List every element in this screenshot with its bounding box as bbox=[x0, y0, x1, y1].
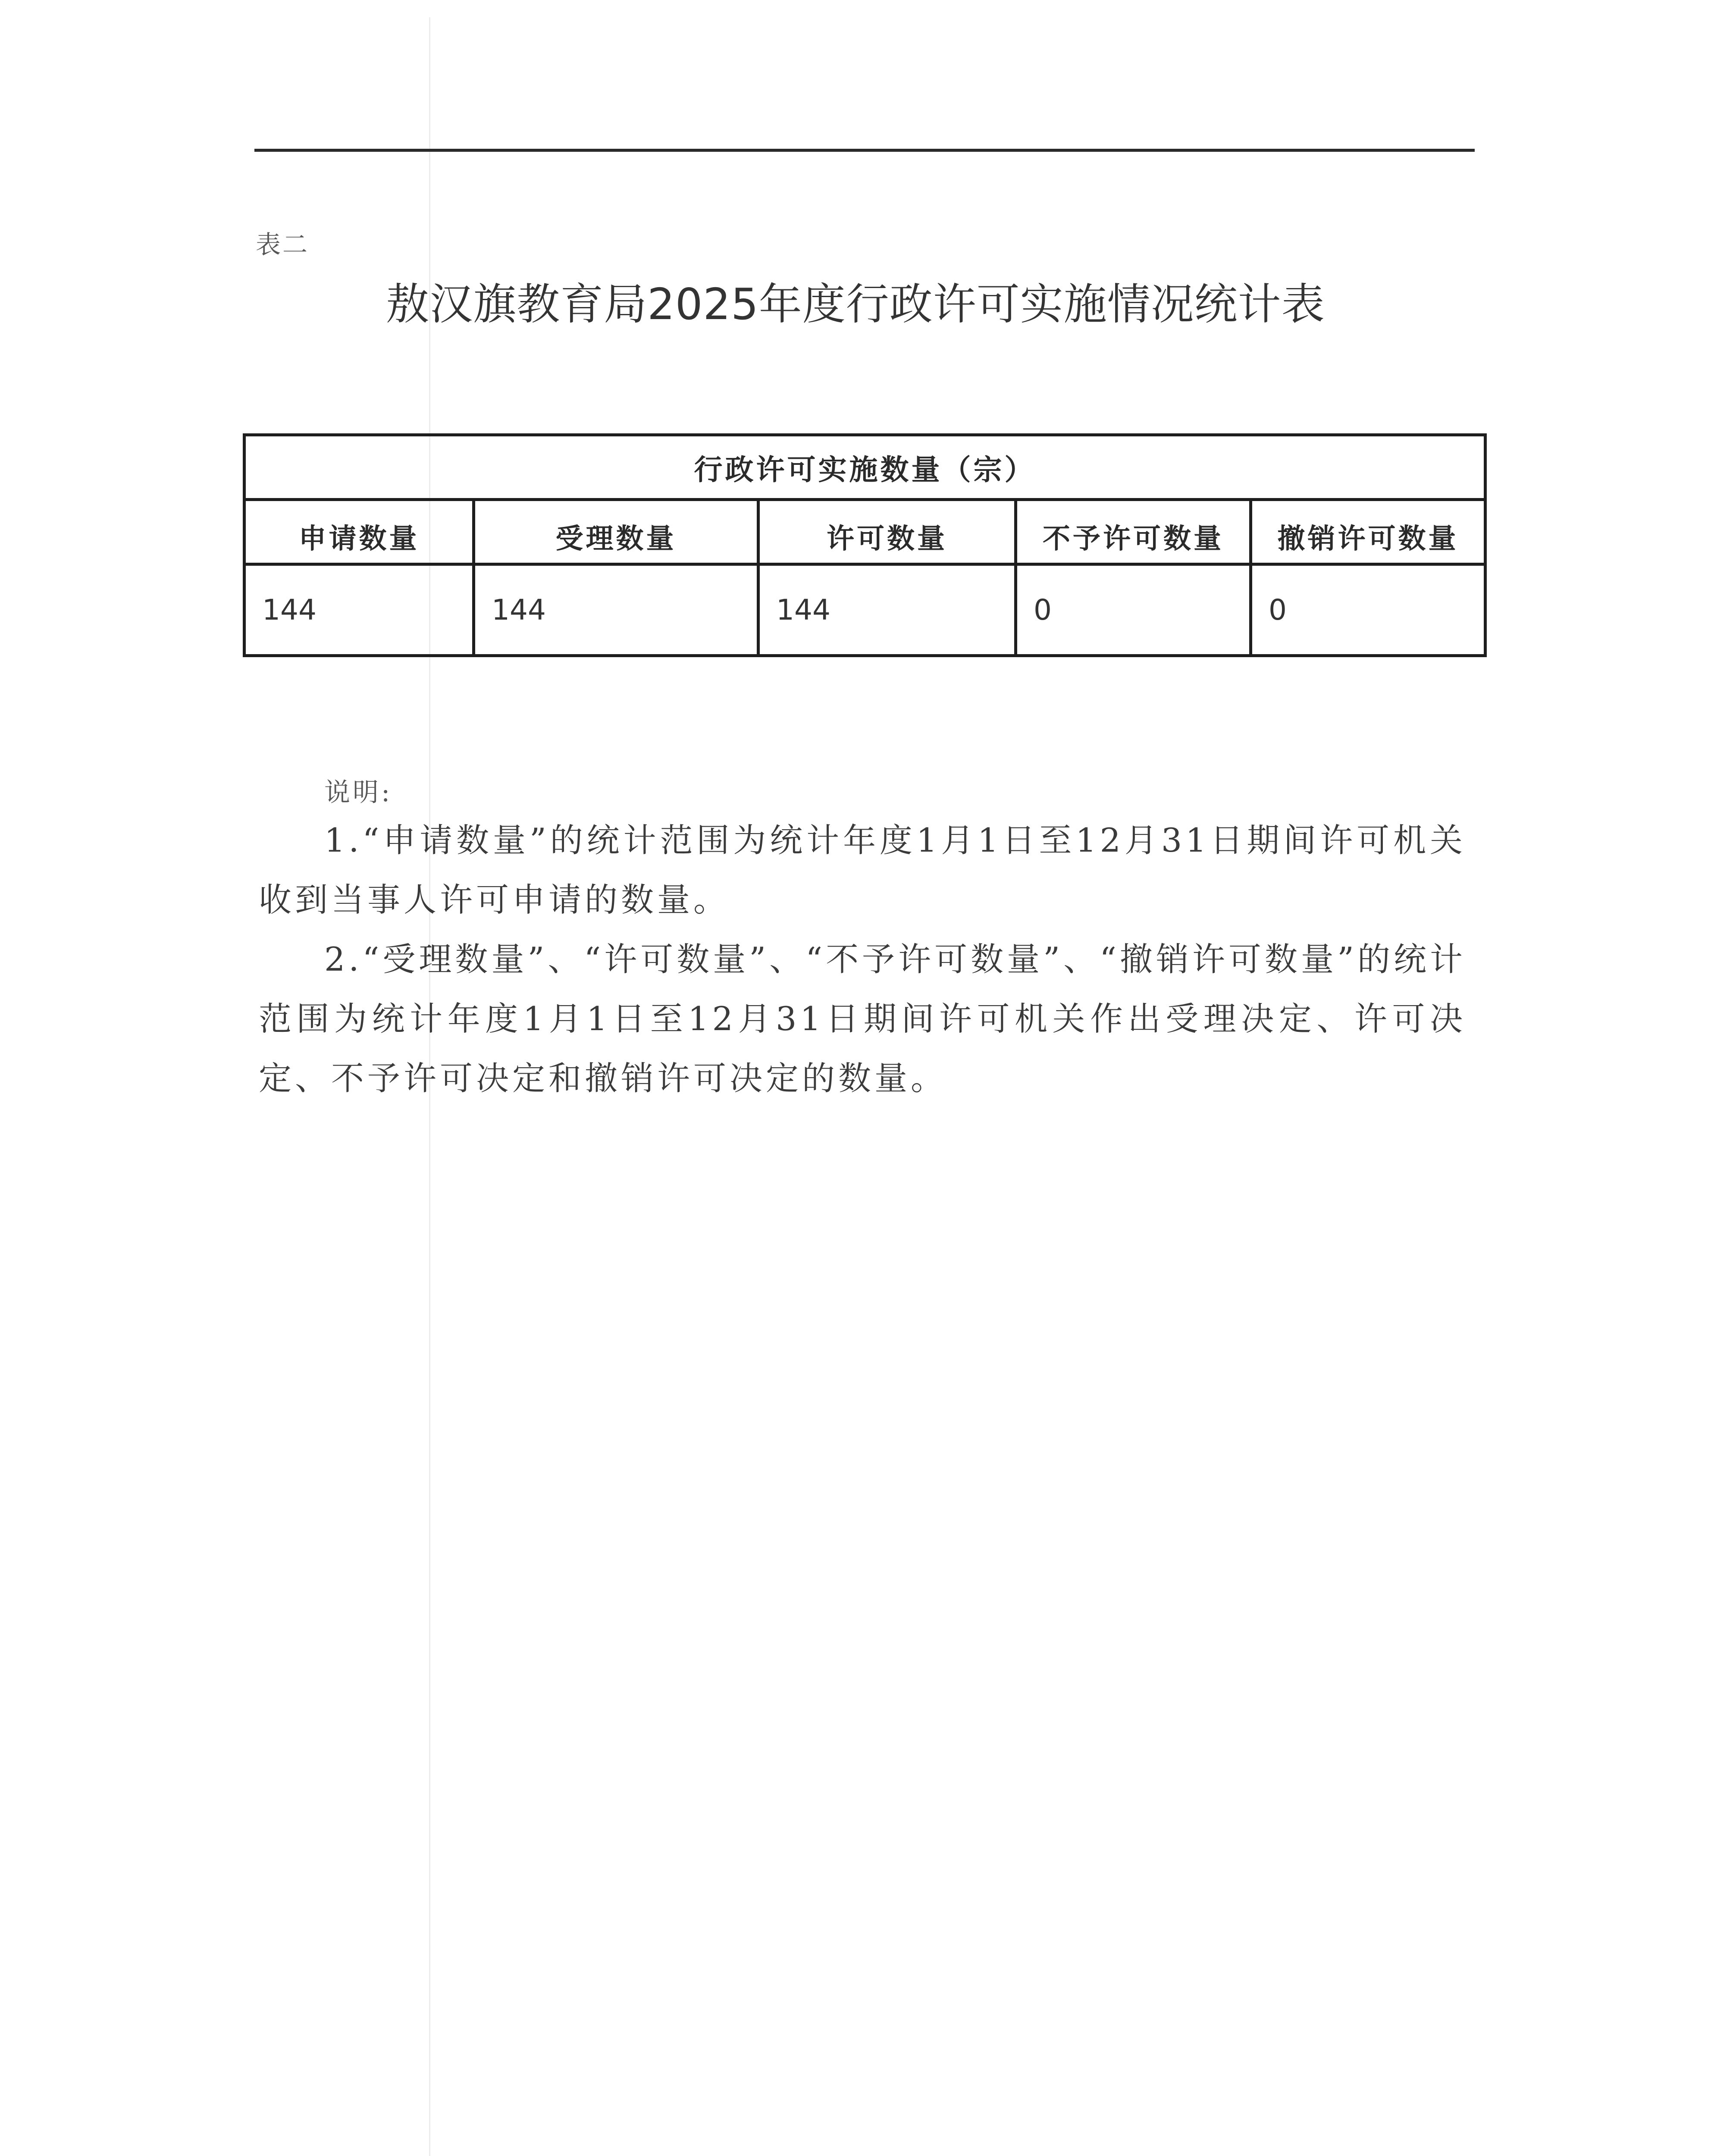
note-item-2: 2.“受理数量”、“许可数量”、“不予许可数量”、“撤销许可数量”的统计范围为统计年度1月1日至12月31日期间许可机关作出受理决定、许可决定、不予许可决定和撤销许可决定的数量。 bbox=[259, 940, 1466, 1097]
column-header-applications: 申请数量 bbox=[246, 501, 475, 563]
header-rule bbox=[254, 149, 1475, 152]
value-accepted: 144 bbox=[475, 566, 760, 654]
value-refused: 0 bbox=[1017, 566, 1252, 654]
document-title: 敖汉旗教育局2025年度行政许可实施情况统计表 bbox=[386, 279, 1325, 329]
column-header-revoked: 撤销许可数量 bbox=[1277, 522, 1459, 555]
value-granted: 144 bbox=[760, 566, 1017, 654]
table-row bbox=[246, 566, 1484, 654]
column-header-accepted: 受理数量 bbox=[475, 501, 760, 563]
notes-section bbox=[259, 811, 1466, 1108]
statistics-table bbox=[243, 433, 1487, 657]
value-revoked: 0 bbox=[1269, 593, 1287, 627]
table-caption: 行政许可实施数量（宗） bbox=[246, 436, 1484, 501]
column-header-granted: 许可数量 bbox=[760, 501, 1017, 563]
table-label: 表二 bbox=[256, 230, 310, 259]
column-header-refused: 不予许可数量 bbox=[1017, 501, 1252, 563]
table-header-row bbox=[246, 501, 1484, 566]
value-applications: 144 bbox=[246, 566, 475, 654]
notes-heading: 说明: bbox=[324, 777, 393, 808]
note-item-1: 1.“申请数量”的统计范围为统计年度1月1日至12月31日期间许可机关收到当事人许可申请的数量。 bbox=[259, 821, 1466, 919]
